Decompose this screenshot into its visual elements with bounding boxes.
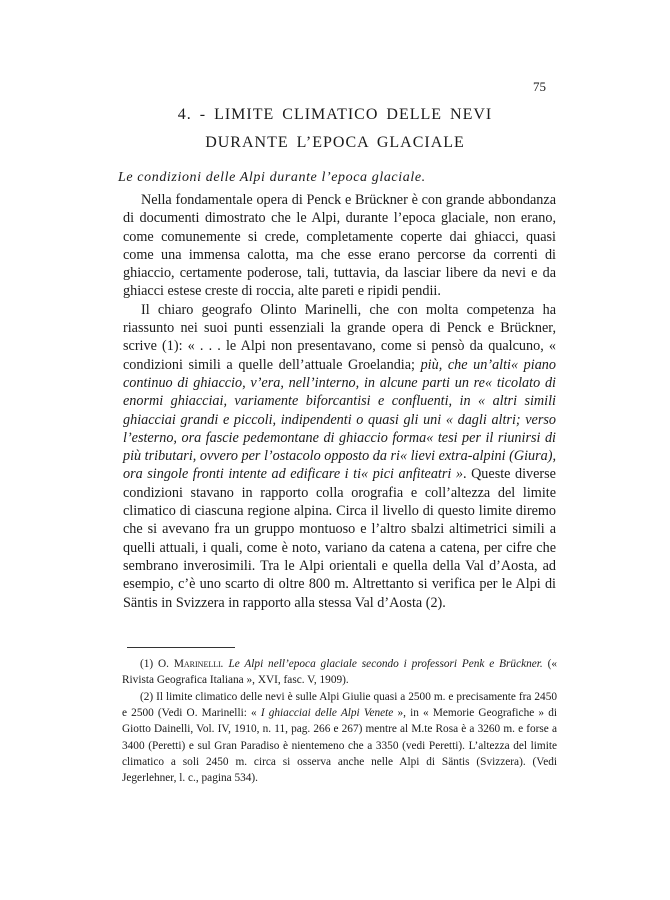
page-number: 75 (533, 79, 546, 94)
footnote-separator (127, 647, 235, 648)
paragraph-2 (123, 301, 556, 612)
marinelli-quotation: più, che un’alti« piano continuo di ghiaccio, v’era, nell’interno, in alcune parti un re« ticolato di enormi ghiacciai, variamente biforcantisi e confluenti, in « altri simili ghiacciai grandi e piccoli, indipendenti o quasi gli uni « dagli altri; verso l’esterno, ora fascie pedemontane di ghiaccio forma« tesi per il riunirsi di più tributari, ovvero per l’ostacolo opposto da ri« lievi extra-alpini (Giura), ora singole fronti intente ad edificare i ti« pici anfiteatri » (123, 356, 556, 483)
section-subtitle: Le condizioni delle Alpi durante l’epoca glaciale. (118, 170, 426, 185)
footnote-1-title: . Le Alpi nell’epoca glaciale secondo i professori Penk e Brückner. (220, 658, 543, 670)
footnote-2-text-a: (2) Il limite climatico delle nevi è sulle Alpi Giulie quasi a 2500 m. e precisamente fra 2450 e 2500 (Vedi O. Marinelli: « (122, 691, 557, 720)
paragraph-2-intro: Il chiaro geografo Olinto Marinelli, che con molta competenza ha riassunto nei suoi punti essenziali la grande opera di Penck e Brückner, scrive (1): « . . . le Alpi non presentavano, come si pensò da qualcuno, « condizioni simili a quelle dell’attuale Groelandia; (123, 301, 556, 373)
body-text (123, 191, 556, 612)
footnote-2 (122, 689, 557, 786)
chapter-title-line-1: 4. - LIMITE CLIMATICO DELLE NEVI (177, 106, 493, 123)
footnote-2-italic: I ghiacciai delle Alpi Venete (260, 707, 394, 720)
footnote-1-author: Marinelli (173, 658, 221, 670)
footnote-2-text-b: », in « Memorie Geografiche » di Giotto Dainelli, Vol. IV, 1910, n. 11, pag. 266 e 267) mentre al M.te Rosa è a 3260 m. e forse a 3400 (Peretti) e sul Gran Paradiso è nientemeno che a 3350 (vedi Peretti). L’altezza del limite climatico a soli 2450 m. circa si osserva anche nelle Alpi di Säntis (Svizzera). (Vedi Jegerlehner, l. c., pagina 534). (122, 707, 557, 785)
paragraph-2-rest: . Queste diverse condizioni stavano in rapporto colla orografia e coll’altezza del limite climatico di ciascuna regione alpina. Circa il livello di questo limite diremo che si avevano fra un gruppo montuoso e l’altro sbalzi altimetrici simili a quelli attuali, i quali, come è noto, variano da catena a catena, per cifre che sembrano inverosimili. Tra le Alpi orientali e quella della Val d’Aosta, ad esempio, c’è uno scarto di oltre 800 m. Altrettanto si verifica per le Alpi di Säntis in Svizzera in rapporto alla stessa Val d’Aosta (2). (123, 466, 556, 611)
footnote-1 (122, 656, 557, 688)
footnote-1-rest: (« Rivista Geografica Italiana », XVI, fasc. V, 1909). (122, 658, 557, 687)
footnote-1-marker: (1) O. (140, 658, 174, 670)
chapter-title-line-2: DURANTE L’EPOCA GLACIALE (205, 134, 465, 151)
paragraph-1: Nella fondamentale opera di Penck e Brückner è con grande abbondanza di documenti dimostrato che le Alpi, durante l’epoca glaciale, non erano, come comunemente si crede, completamente coperte dai ghiacci, quasi come una immensa calotta, ma che esse erano percorse da correnti di ghiaccio, certamente poderose, tali, tuttavia, da lasciar libere da nevi e da ghiacci estese creste di roccia, alte pareti e ripidi pendii. (123, 192, 556, 300)
